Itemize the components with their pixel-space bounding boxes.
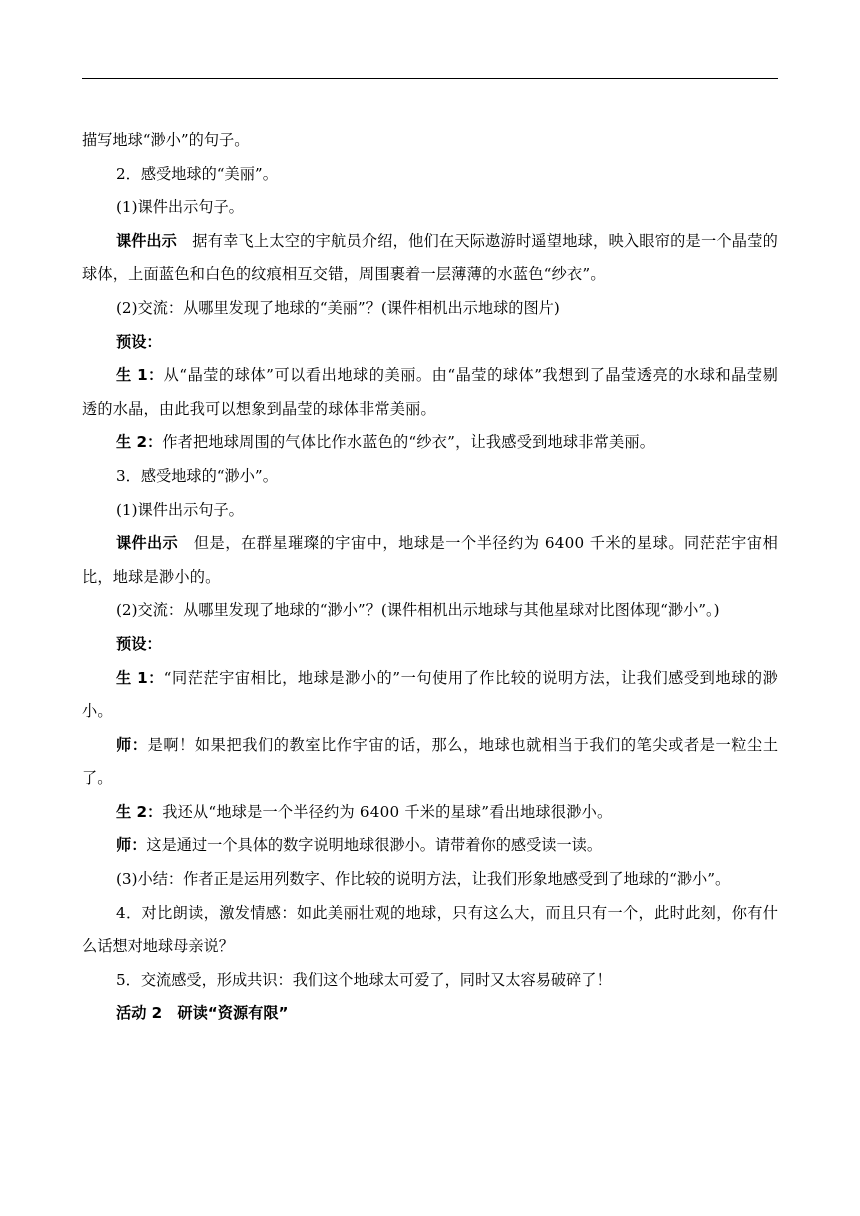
preset-label: 预设： (116, 634, 162, 653)
paragraph-16 (82, 796, 778, 830)
teacher-text: 是啊！如果把我们的教室比作宇宙的话，那么，地球也就相当于我们的笔尖或者是一粒尘土了。 (82, 735, 779, 788)
paragraph-3: (1)课件出示句子。 (116, 198, 244, 217)
teacher-label: 师： (116, 836, 147, 855)
preset-label: 预设： (116, 332, 162, 351)
paragraph-9: 3．感受地球的“渺小”。 (116, 466, 278, 485)
exchange-text: 从哪里发现了地球的“渺小”？(课件相机出示地球与其他星球对比图体现“渺小”。) (183, 601, 720, 620)
paragraph-20: 5．交流感受，形成共识：我们这个地球太可爱了，同时又太容易破碎了！ (116, 970, 612, 989)
student-1-label: 生 1： (116, 668, 164, 687)
summary-label: (3)小结： (116, 870, 184, 889)
paragraph-10: (1)课件出示句子。 (116, 500, 244, 519)
courseware-text: 但是，在群星璀璨的宇宙中，地球是一个半径约为 6400 千米的星球。同茫茫宇宙相比，地球是渺小的。 (82, 534, 779, 586)
teacher-label: 师： (116, 735, 148, 754)
student-2-label: 生 2： (116, 433, 163, 452)
student-2-text: 我还从“地球是一个半径约为 6400 千米的星球”看出地球很渺小。 (162, 802, 613, 821)
header-rule (82, 78, 778, 79)
activity-heading: 活动 2 研读“资源有限” (116, 1004, 289, 1023)
document-body (82, 124, 778, 1031)
student-1-text: 从“晶莹的球体”可以看出地球的美丽。由“晶莹的球体”我想到了晶莹透亮的水球和晶莹剔透的水晶，由此我可以想象到晶莹的球体非常美丽。 (82, 366, 778, 418)
student-2-label: 生 2： (116, 802, 163, 821)
paragraph-1: 描写地球“渺小”的句子。 (82, 131, 250, 149)
student-2-text: 作者把地球周围的气体比作水蓝色的“纱衣”，让我感受到地球非常美丽。 (162, 433, 656, 452)
courseware-label: 课件出示 (116, 231, 177, 250)
paragraph-19: 4．对比朗读，激发情感：如此美丽壮观的地球，只有这么大，而且只有一个，此时此刻，你有什么话想对地球母亲说？ (82, 903, 778, 956)
courseware-text: 据有幸飞上太空的宇航员介绍，他们在天际遨游时遥望地球，映入眼帘的是一个晶莹的球体，上面蓝色和白色的纹痕相互交错，周围裹着一层薄薄的水蓝色“纱衣”。 (82, 231, 778, 284)
paragraph-15 (82, 729, 778, 796)
paragraph-2: 2．感受地球的“美丽”。 (116, 164, 278, 183)
student-1-text: “同茫茫宇宙相比，地球是渺小的”一句使用了作比较的说明方法，让我们感受到地球的渺小。 (82, 668, 778, 721)
paragraph-14 (82, 662, 778, 729)
student-1-label: 生 1： (116, 366, 164, 385)
summary-text: 作者正是运用列数字、作比较的说明方法，让我们形象地感受到了地球的“渺小”。 (183, 870, 731, 889)
exchange-label: (2)交流： (116, 601, 184, 620)
teacher-text: 这是通过一个具体的数字说明地球很渺小。请带着你的感受读一读。 (146, 836, 602, 855)
paragraph-6 (82, 326, 778, 360)
exchange-text: 从哪里发现了地球的“美丽”？(课件相机出示地球的图片) (183, 298, 560, 317)
paragraph-12 (82, 594, 778, 628)
paragraph-7 (82, 359, 778, 426)
paragraph-5 (82, 292, 778, 326)
paragraph-11 (82, 527, 778, 594)
exchange-label: (2)交流： (116, 298, 184, 317)
paragraph-17 (82, 829, 778, 863)
paragraph-8 (82, 426, 778, 460)
paragraph-4 (82, 225, 778, 292)
paragraph-13 (82, 628, 778, 662)
paragraph-18 (82, 863, 778, 897)
courseware-label: 课件出示 (116, 534, 179, 553)
